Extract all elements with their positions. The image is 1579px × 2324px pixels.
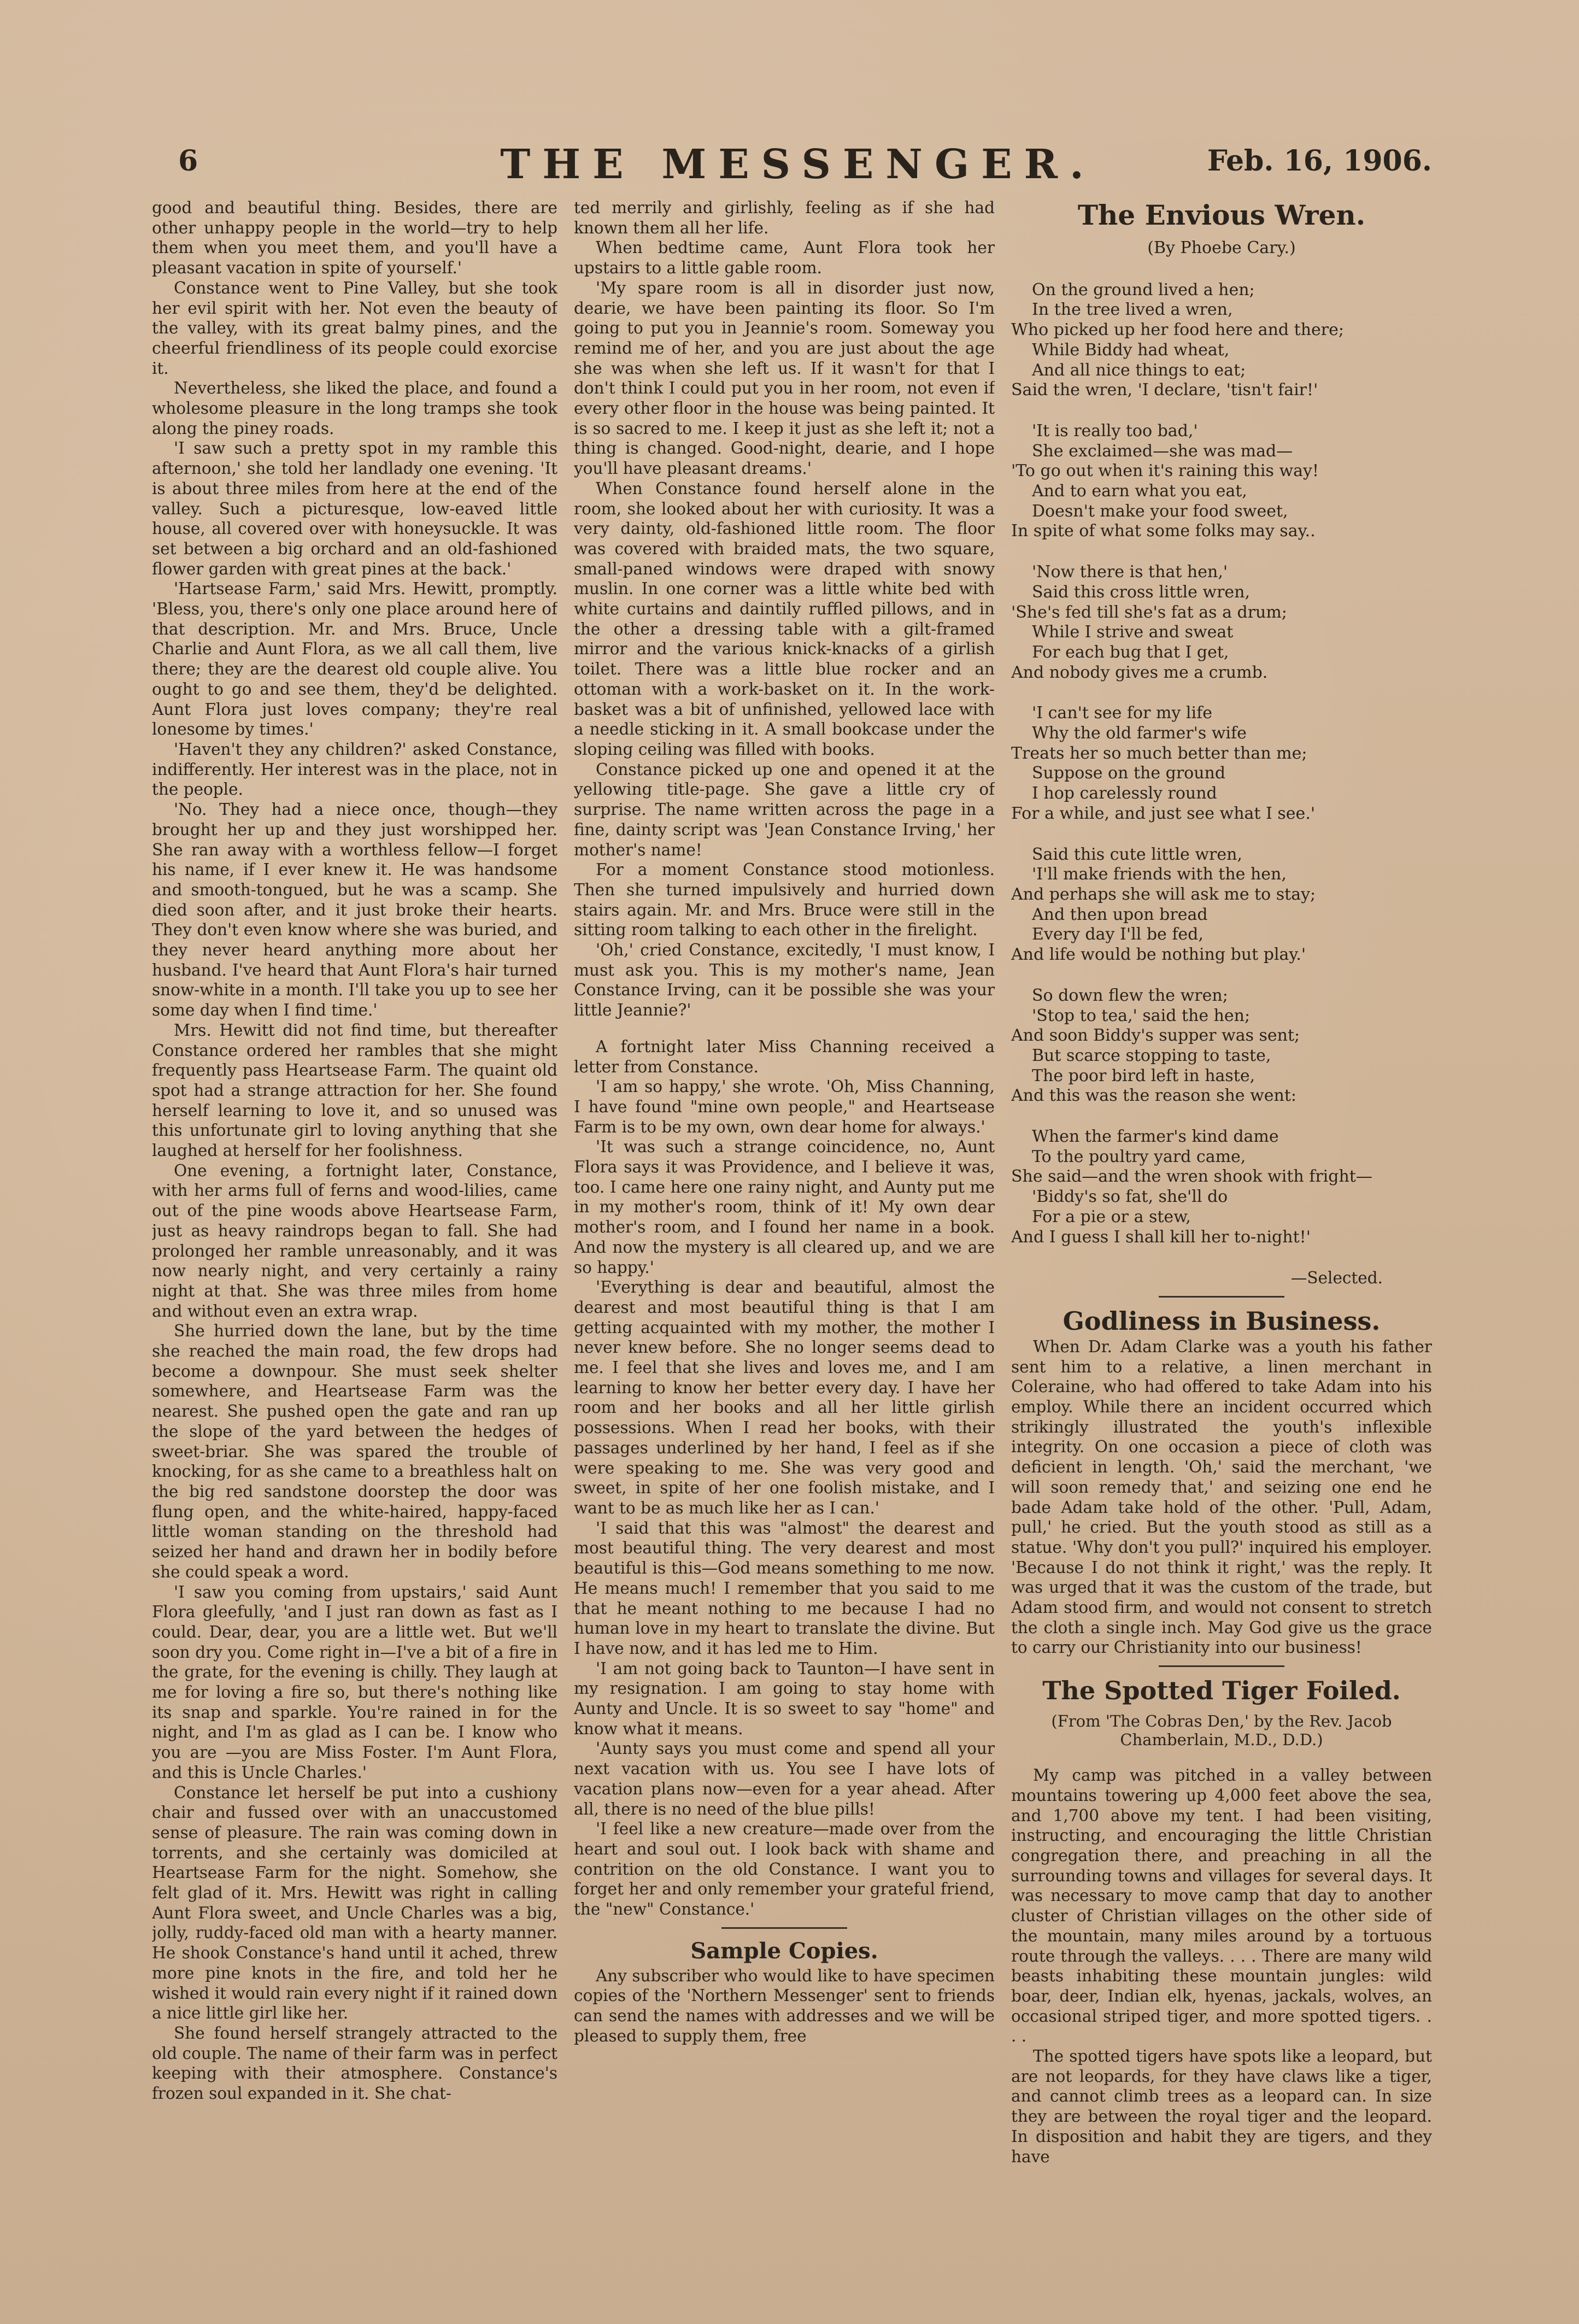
sample-copies-title: Sample Copies. bbox=[690, 1938, 878, 1964]
poem-stanza bbox=[1011, 703, 1432, 824]
poem-line: 'She's fed till she's fat as a drum; bbox=[1011, 602, 1287, 622]
poem-line: Doesn't make your food sweet, bbox=[1032, 501, 1288, 521]
paragraph: Constance picked up one and opened it at the yellowing title-page. She gave a little cry of surprise. The name written across the page in a fine, dainty script was 'Jean Constance Irving,' her mother's name! bbox=[574, 760, 995, 859]
paragraph: Nevertheless, she liked the place, and found a wholesome pleasure in the long tramps she took along the piney roads. bbox=[152, 379, 557, 438]
poem-line: In the tree lived a wren, bbox=[1032, 300, 1233, 320]
column-1 bbox=[152, 198, 557, 2171]
poem-line: And soon Biddy's supper was sent; bbox=[1011, 1026, 1300, 1046]
page-number: 6 bbox=[178, 144, 198, 178]
selected-credit: —Selected. bbox=[1290, 1269, 1383, 1288]
poem bbox=[1011, 280, 1432, 1248]
poem-line: And nobody gives me a crumb. bbox=[1011, 662, 1268, 682]
poem-line: When the farmer's kind dame bbox=[1032, 1127, 1279, 1147]
godliness-text: When Dr. Adam Clarke was a youth his father sent him to a relative, a linen merchant in Coleraine, who had offered to take Adam into his employ. While there an incident occurred which strikingly illustrated the youth's inflexible integrity. On one occasion a piece of cloth was deficient in length. 'Oh,' said the merchant, 'we will soon remedy that,' and seizing one end he bade Adam take hold of the other. 'Pull, Adam, pull,' he cried. But the youth stood as still as a statue. 'Why don't you pull?' inquired his employer. 'Because I do not think it right,' was the reply. It was urged that it was the custom of the trade, but Adam stood firm, and would not consent to stretch the cloth a single inch. May God give us the grace to carry our Christianity into our business! bbox=[1011, 1337, 1432, 1657]
paragraph: Mrs. Hewitt did not find time, but thereafter Constance ordered her rambles that she might frequently pass Heartsease Farm. The quaint old spot had a strange attraction for her. She found herself learning to love it, and so unused was this unfortunate girl to loving anything that she laughed at herself for her foolishness. bbox=[152, 1020, 557, 1160]
paragraph: 'No. They had a niece once, though—they brought her up and they just worshipped her. She ran away with a worthless fellow—I forget his name, if I ever knew it. He was handsome and smooth-tongued, but he was a scamp. She died soon after, and it just broke their hearts. They don't even know where she was buried, and they never heard anything more about her husband. I've heard that Aunt Flora's hair turned snow-white in a month. I'll take you up to see her some day when I find time.' bbox=[152, 800, 557, 1020]
paragraph: For a moment Constance stood motionless. Then she turned impulsively and hurried down stairs again. Mr. and Mrs. Bruce were still in the sitting room talking to each other in the firelight. bbox=[574, 860, 995, 940]
paragraph: 'I feel like a new creature—made over from the heart and soul out. I look back with shame and contrition on the old Constance. I want you to forget her and only remember your grateful friend, the "new" Constance.' bbox=[574, 1820, 995, 1919]
section-divider bbox=[721, 1927, 847, 1929]
paragraph: My camp was pitched in a valley between mountains towering up 4,000 feet above the sea, and 1,700 above my tent. I had been visiting, instructing, and encouraging the little Christian congregation there, and preaching in all the surrounding towns and villages for several days. It was necessary to move camp that day to another cluster of Christian villages on the other side of the mountain, many miles around by a tortuous route through the valleys. . . . There are many wild beasts inhabiting these mountain jungles: wild boar, deer, Indian elk, hyenas, jackals, wolves, an occasional striped tiger, and more spotted tigers. . . . bbox=[1011, 1766, 1432, 2046]
column-3 bbox=[1011, 198, 1432, 2176]
poem-line: 'Stop to tea,' said the hen; bbox=[1032, 1006, 1251, 1025]
poem-line: And life would be nothing but play.' bbox=[1011, 945, 1306, 965]
poem-line: 'It is really too bad,' bbox=[1032, 421, 1198, 441]
paragraph: Constance let herself be put into a cushiony chair and fussed over with an unaccustomed sense of pleasure. The rain was coming down in torrents, and she certainly was domiciled at Heartsease Farm for the night. Somehow, she felt glad of it. Mrs. Hewitt was right in calling Aunt Flora sweet, and Uncle Charles was a big, jolly, ruddy-faced old man with a hearty manner. He shook Constance's hand until it ached, threw more pine knots in the fire, and told her he wished it would rain every night if it rained down a nice little girl like her. bbox=[152, 1783, 557, 2023]
issue-date: Feb. 16, 1906. bbox=[1207, 144, 1432, 178]
paragraph: 'I said that this was "almost" the dearest and most beautiful thing. The very dearest and most beautiful is this—God means something to me now. He means much! I remember that you said to me that he meant nothing to me because I had no human love in my heart to translate the divine. But I have now, and it has led me to Him. bbox=[574, 1518, 995, 1658]
envious-wren-title: The Envious Wren. bbox=[1077, 199, 1366, 231]
poem-line: 'Biddy's so fat, she'll do bbox=[1032, 1187, 1228, 1207]
poem-line: And to earn what you eat, bbox=[1032, 482, 1247, 501]
poem-line: And perhaps she will ask me to stay; bbox=[1011, 884, 1316, 904]
poem-line: Said this cute little wren, bbox=[1032, 844, 1242, 864]
poem-line: And I guess I shall kill her to-night!' bbox=[1011, 1227, 1311, 1247]
poem-line: She said—and the wren shook with fright— bbox=[1011, 1167, 1372, 1187]
poem-line: The poor bird left in haste, bbox=[1032, 1066, 1255, 1085]
page-header bbox=[164, 141, 1432, 188]
poem-line: Said this cross little wren, bbox=[1032, 582, 1251, 602]
tiger-credit: (From 'The Cobras Den,' by the Rev. Jacob Chamberlain, M.D., D.D.) bbox=[1051, 1712, 1392, 1750]
poem-line: She exclaimed—she was mad— bbox=[1032, 441, 1293, 461]
poem-line: 'To go out when it's raining this way! bbox=[1011, 461, 1319, 481]
poem-line: But scarce stopping to taste, bbox=[1032, 1046, 1271, 1065]
paragraph: 'It was such a strange coincidence, no, Aunt Flora says it was Providence, and I believe it was, too. I came here one rainy night, and Aunty put me in my mother's room, think of it! My own dear mother's room, and I found her name in a book. And now the mystery is all cleared up, and we are so happy.' bbox=[574, 1137, 995, 1277]
paragraph: 'Everything is dear and beautiful, almost the dearest and most beautiful thing is that I am getting acquainted with my mother, the mother I never knew before. She no longer seems dead to me. I feel that she lives and loves me, and I am learning to know her better every day. I have her room and her books and all her little girlish possessions. When I read her books, with their passages underlined by her hand, I feel as if she were speaking to me. She was very good and sweet, in spite of her one foolish mistake, and I want to be as much like her as I can.' bbox=[574, 1278, 995, 1517]
sample-copies-text: Any subscriber who would like to have specimen copies of the 'Northern Messenger' sent to friends can send the names with addresses and we will be pleased to supply them, free bbox=[574, 1966, 995, 2045]
poem-line: Suppose on the ground bbox=[1032, 764, 1226, 783]
paragraph: One evening, a fortnight later, Constance, with her arms full of ferns and wood-lilies, came out of the pine woods above Heartsease Farm, just as heavy raindrops began to fall. She had prolonged her ramble unreasonably, and it was now nearly night, and very certainly a rainy night at that. She was three miles from home and without even an extra wrap. bbox=[152, 1161, 557, 1321]
poem-line: For each bug that I get, bbox=[1032, 642, 1229, 662]
tiger-title: The Spotted Tiger Foiled. bbox=[1042, 1676, 1401, 1706]
poem-line: On the ground lived a hen; bbox=[1032, 280, 1255, 300]
poem-line: While Biddy had wheat, bbox=[1032, 340, 1230, 360]
column-2 bbox=[574, 198, 995, 2051]
poem-line: 'Now there is that hen,' bbox=[1032, 562, 1228, 582]
poem-stanza bbox=[1011, 845, 1432, 965]
paragraph: When Constance found herself alone in the room, she looked about her with curiosity. It was a very dainty, old-fashioned little room. The floor was covered with braided mats, the two square, small-paned windows were draped with snowy muslin. In one corner was a little white bed with white curtains and daintily ruffled pillows, and in the other a dressing table with a gilt-framed mirror and the various knick-knacks of a girlish toilet. There was a little blue rocker and an ottoman with a work-basket on it. In the work-basket was a bit of unfinished, yellowed lace with a needle sticking in it. A small bookcase under the sloping ceiling was filled with books. bbox=[574, 479, 995, 759]
section-divider bbox=[1159, 1665, 1284, 1667]
poem-line: And this was the reason she went: bbox=[1011, 1086, 1297, 1106]
paragraph: A fortnight later Miss Channing received a letter from Constance. bbox=[574, 1037, 995, 1076]
poem-stanza bbox=[1011, 562, 1432, 683]
poem-stanza bbox=[1011, 280, 1432, 401]
paragraph: She hurried down the lane, but by the time she reached the main road, the few drops had become a downpour. She must seek shelter somewhere, and Heartsease Farm was the nearest. She pushed open the gate and ran up the slope of the yard between the hedges of sweet-briar. She was spared the trouble of knocking, for as she came to a breathless halt on the big red sandstone doorstep the door was flung open, and the white-haired, happy-faced little woman standing on the threshold had seized her hand and drawn her in bodily before she could speak a word. bbox=[152, 1322, 557, 1581]
paragraph: When bedtime came, Aunt Flora took her upstairs to a little gable room. bbox=[574, 238, 995, 278]
poem-line: Who picked up her food here and there; bbox=[1011, 320, 1344, 340]
section-gap bbox=[574, 1020, 995, 1037]
poem-line: Treats her so much better than me; bbox=[1011, 743, 1307, 763]
poem-line: While I strive and sweat bbox=[1032, 623, 1234, 642]
section-divider bbox=[1159, 1296, 1284, 1298]
masthead: THE MESSENGER. bbox=[500, 141, 1096, 188]
poem-line: Every day I'll be fed, bbox=[1032, 925, 1204, 944]
poem-line: To the poultry yard came, bbox=[1032, 1147, 1246, 1166]
paragraph: 'I am so happy,' she wrote. 'Oh, Miss Channing, I have found "mine own people," and Heartsease Farm is to be my own, own dear home for always.' bbox=[574, 1077, 995, 1136]
paragraph: 'Hartsease Farm,' said Mrs. Hewitt, promptly. 'Bless, you, there's only one place around here of that description. Mr. and Mrs. Bruce, Uncle Charlie and Aunt Flora, as we all call them, live there; they are the dearest old couple alive. You ought to go and see them, they'd be delighted. Aunt Flora just loves company; they're real lonesome by times.' bbox=[152, 579, 557, 739]
poem-line: I hop carelessly round bbox=[1032, 784, 1217, 803]
paragraph: 'Aunty says you must come and spend all your next vacation with us. You see I have lots of vacation plans now—even for a year ahead. After all, there is no need of the blue pills! bbox=[574, 1739, 995, 1818]
poem-stanza bbox=[1011, 421, 1432, 542]
paragraph: 'I saw such a pretty spot in my ramble this afternoon,' she told her landlady one evening. 'It is about three miles from here at the end of the valley. Such a picturesque, low-eaved little house, all covered over with honeysuckle. It was set between a big orchard and an old-fashioned flower garden with great pines at the back.' bbox=[152, 439, 557, 578]
poem-line: So down flew the wren; bbox=[1032, 985, 1228, 1005]
paragraph: 'Haven't they any children?' asked Constance, indifferently. Her interest was in the place, not in the people. bbox=[152, 740, 557, 799]
poem-line: 'I can't see for my life bbox=[1032, 703, 1212, 723]
paragraph: Constance went to Pine Valley, but she took her evil spirit with her. Not even the beauty of the valley, with its great balmy pines, and the cheerful friendliness of its people could exorcise it. bbox=[152, 278, 557, 378]
poem-line: For a while, and just see what I see.' bbox=[1011, 803, 1316, 823]
poem-line: And then upon bread bbox=[1032, 905, 1208, 924]
poem-line: 'I'll make friends with the hen, bbox=[1032, 865, 1287, 884]
poem-line: For a pie or a stew, bbox=[1032, 1207, 1191, 1226]
paragraph: She found herself strangely attracted to the old couple. The name of their farm was in perfect keeping with their atmosphere. Constance's frozen soul expanded in it. She chat- bbox=[152, 2023, 557, 2103]
paragraph: 'Oh,' cried Constance, excitedly, 'I must know, I must ask you. This is my mother's name, Jean Constance Irving, can it be possible she was your little Jeannie?' bbox=[574, 941, 995, 1020]
paragraph: 'I saw you coming from upstairs,' said Aunt Flora gleefully, 'and I just ran down as fast as I could. Dear, dear, you are a little wet. But we'll soon dry you. Come right in—I've a bit of a fire in the grate, for the evening is chilly. They laugh at me for loving a fire so, but there's nothing like its snap and sparkle. You're rained in for the night, and I'm as glad as I can be. I know who you are —you are Miss Foster. I'm Aunt Flora, and this is Uncle Charles.' bbox=[152, 1582, 557, 1782]
poem-byline: (By Phoebe Cary.) bbox=[1147, 238, 1296, 257]
paragraph: 'My spare room is all in disorder just now, dearie, we have been painting its floor. So I'm going to put you in Jeannie's room. Someway you remind me of her, and you are just about the age she was when she left us. If it wasn't for that I don't think I could put you in her room, not even if every other floor in the house was being painted. It is so sacred to me. I keep it just as she left it; not a thing is changed. Good-night, dearie, and I hope you'll have pleasant dreams.' bbox=[574, 278, 995, 478]
poem-stanza bbox=[1011, 986, 1432, 1106]
paragraph: The spotted tigers have spots like a leopard, but are not leopards, for they have claws like a tiger, and cannot climb trees as a leopard can. In size they are between the royal tiger and the leopard. In disposition and habit they are tigers, and they have bbox=[1011, 2047, 1432, 2166]
godliness-title: Godliness in Business. bbox=[1063, 1306, 1381, 1336]
poem-stanza bbox=[1011, 1127, 1432, 1247]
paragraph: good and beautiful thing. Besides, there are other unhappy people in the world—try to help them when you meet them, and you'll have a pleasant vacation in spite of yourself.' bbox=[152, 198, 557, 278]
poem-line: Why the old farmer's wife bbox=[1032, 724, 1247, 743]
paragraph: 'I am not going back to Taunton—I have sent in my resignation. I am going to stay home with Aunty and Uncle. It is so sweet to say "home" and know what it means. bbox=[574, 1659, 995, 1738]
paragraph: ted merrily and girlishly, feeling as if she had known them all her life. bbox=[574, 198, 995, 237]
poem-line: And all nice things to eat; bbox=[1032, 360, 1246, 380]
poem-line: In spite of what some folks may say.. bbox=[1011, 521, 1316, 541]
poem-line: Said the wren, 'I declare, 'tisn't fair!' bbox=[1011, 380, 1318, 400]
